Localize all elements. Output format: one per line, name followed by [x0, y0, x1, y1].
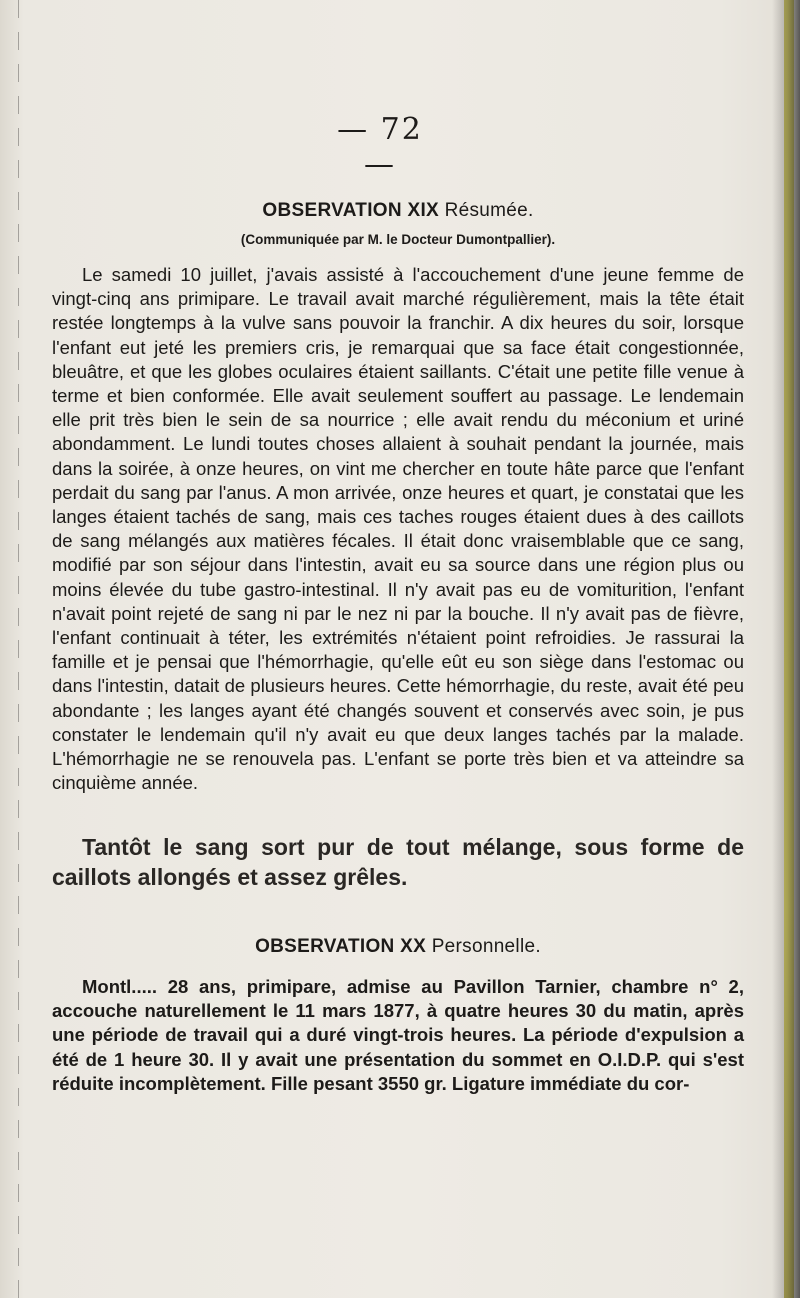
observation-19-communicated: (Communiquée par M. le Docteur Dumontpallier). — [240, 232, 556, 247]
binding-shadow — [772, 0, 800, 1298]
observation-19-heading — [52, 200, 744, 222]
left-margin-line — [18, 0, 19, 1298]
observation-19-body: Le samedi 10 juillet, j'avais assisté à l'accouchement d'une jeune femme de vingt-cinq ans primipare. Le travail avait marché régulièrement, mais la tête était restée longtemps à la vulve sans pouvoir la franchir. A dix heures du soir, lorsque l'enfant eut jeté les premiers cris, je remarquai que sa face était congestionnée, bleuâtre, et que les globes oculaires étaient saillants. C'était une petite fille venue à terme et bien conformée. Elle avait seulement souffert au passage. Le lendemain elle prit très bien le sein de sa nourrice ; elle avait rendu du méconium et uriné abondamment. Le lundi toutes choses allaient à souhait pendant la journée, mais dans la soirée, à onze heures, on vint me chercher en toute hâte parce que l'enfant perdait du sang par l'anus. A mon arrivée, onze heures et quart, je constatai que les langes étaient tachés de sang, mais ces taches rouges étaient dues à des caillots de sang mélangés aux matières fécales. Il était donc vraisemblable que ce sang, modifié par son séjour dans l'intestin, avait eu sa source dans une région plus ou moins élevée du tube gastro-intestinal. Il n'y avait pas eu de vomiturition, l'enfant n'avait point rejeté de sang ni par le nez ni par la bouche. Il n'y avait pas de fièvre, l'enfant continuait à téter, les extrémités n'étaient point refroidies. Je rassurai la famille et je pensai que l'hémorrhagie, qu'elle eût eu son siège dans l'estomac ou dans l'intestin, datait de plusieurs heures. Cette hémorrhagie, du reste, avait été peu abondante ; les langes ayant été changés souvent et conservés avec soin, je pus constater le lendemain qu'il n'y avait eu que deux langes tachés par la malade. L'hémorrhagie ne se renouvela pas. L'enfant se porte très bien et va atteindre sa cinquième année. — [52, 264, 744, 794]
observation-19-type: Résumée. — [444, 200, 534, 221]
observation-20-title: OBSERVATION XX — [255, 936, 427, 957]
observation-19-title: OBSERVATION XIX — [262, 200, 439, 221]
summary-paragraph: Tantôt le sang sort pur de tout mélange, sous forme de caillots allongés et assez grêles. — [52, 834, 744, 890]
observation-20-body: Montl..... 28 ans, primipare, admise au Pavillon Tarnier, chambre n° 2, accouche naturellement le 11 mars 1877, à quatre heures 30 du matin, après une période de travail qui a duré vingt-trois heures. La période d'expulsion a été de 1 heure 30. Il y avait une présentation du sommet en O.I.D.P. qui s'est réduite incomplètement. Fille pesant 3550 gr. Ligature immédiate du cor- — [52, 976, 744, 1094]
observation-20-heading — [52, 936, 744, 958]
observation-20-type: Personnelle. — [431, 936, 541, 957]
page-number: — 72 — — [337, 112, 423, 182]
